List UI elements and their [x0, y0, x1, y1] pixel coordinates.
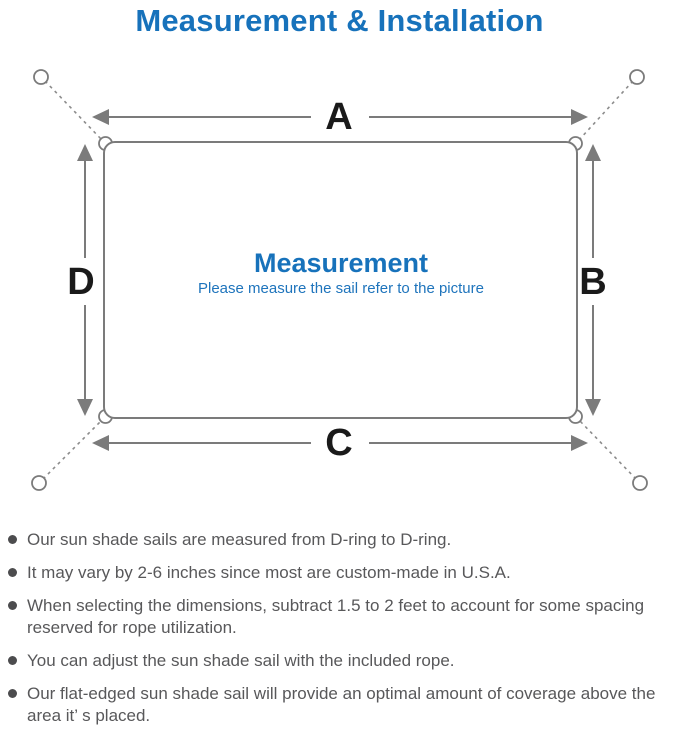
dim-b-arrowhead-top — [585, 144, 601, 161]
rope-line-bottom-right — [579, 420, 636, 479]
bullet-icon — [8, 568, 17, 577]
note-text: Our sun shade sails are measured from D-ring to D-ring. — [27, 530, 452, 549]
dim-a-arrowhead-left — [92, 109, 109, 125]
note-text: You can adjust the sun shade sail with the included rope. — [27, 651, 455, 670]
dim-b-arrowhead-bottom — [585, 399, 601, 416]
dim-c-arrowhead-left — [92, 435, 109, 451]
list-item — [8, 529, 669, 551]
list-item — [8, 595, 669, 639]
dim-a-arrowhead-right — [571, 109, 588, 125]
list-item — [8, 650, 669, 672]
anchor-ring-bottom-left — [32, 476, 46, 490]
diagram-center-caption: Please measure the sail refer to the picture — [198, 280, 484, 297]
anchor-ring-top-left — [34, 70, 48, 84]
dimension-label-b: B — [579, 261, 607, 303]
dim-d-arrowhead-bottom — [77, 399, 93, 416]
list-item — [8, 562, 669, 584]
bullet-icon — [8, 535, 17, 544]
anchor-ring-bottom-right — [633, 476, 647, 490]
diagram-center-heading: Measurement — [253, 248, 429, 278]
rope-line-top-left — [45, 81, 102, 140]
notes-list — [0, 529, 679, 738]
anchor-ring-top-right — [630, 70, 644, 84]
bullet-icon — [8, 601, 17, 610]
sail-diagram-graphic — [0, 55, 679, 500]
rope-line-top-right — [579, 81, 633, 140]
note-text: Our flat-edged sun shade sail will provide an optimal amount of coverage above the area it’ s placed. — [27, 684, 656, 725]
page-title: Measurement & Installation — [135, 3, 544, 38]
note-text: When selecting the dimensions, subtract 1.5 to 2 feet to account for some spacing reserved for rope utilization. — [27, 596, 645, 637]
list-item — [8, 683, 669, 727]
dimension-label-d: D — [67, 261, 95, 303]
sail-measurement-diagram — [0, 55, 679, 500]
dimension-label-c: C — [325, 422, 353, 464]
bullet-icon — [8, 656, 17, 665]
note-text: It may vary by 2-6 inches since most are custom-made in U.S.A. — [27, 563, 511, 582]
rope-line-bottom-left — [43, 420, 102, 479]
dimension-label-a: A — [325, 96, 353, 138]
bullet-icon — [8, 689, 17, 698]
dim-c-arrowhead-right — [571, 435, 588, 451]
dim-d-arrowhead-top — [77, 144, 93, 161]
